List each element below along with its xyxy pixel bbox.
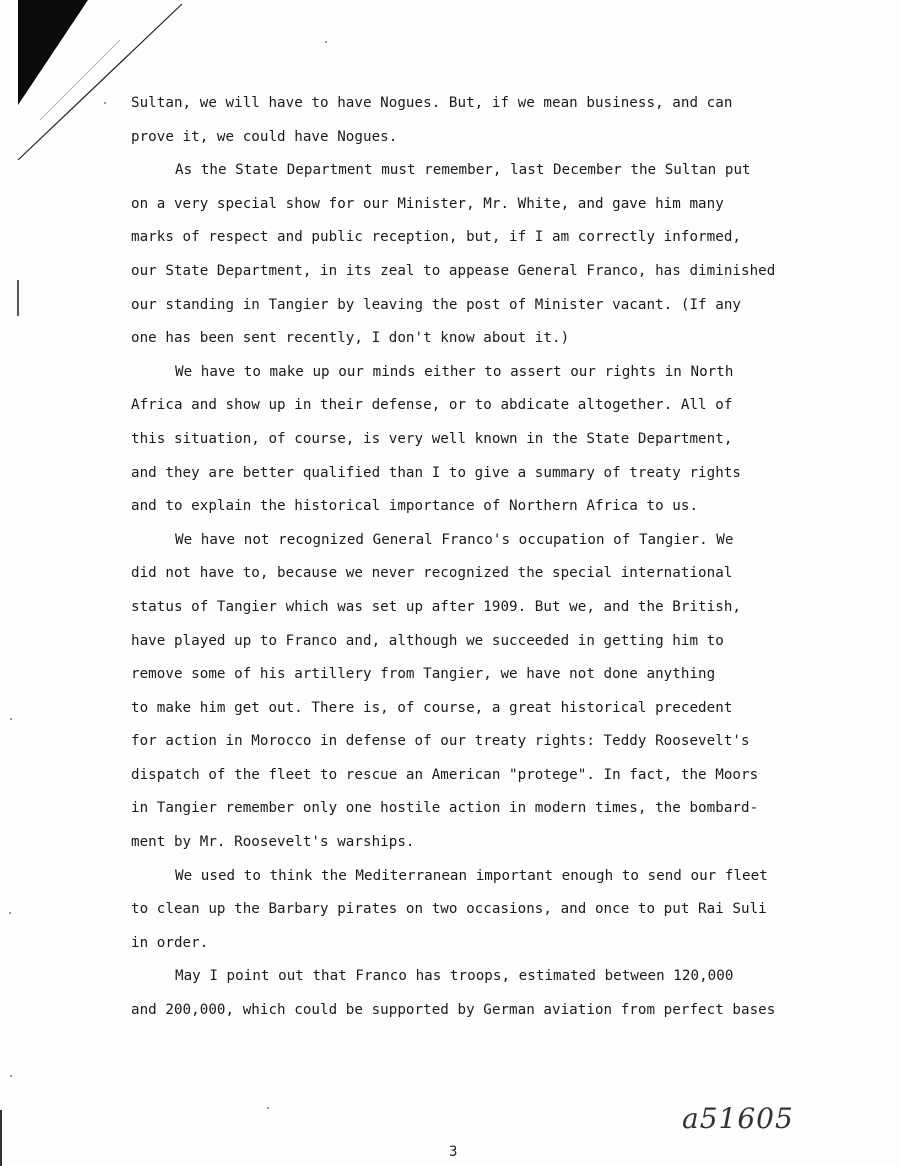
text-line: for action in Morocco in defense of our treaty rights: Teddy Roosevelt's xyxy=(131,733,750,750)
text-line: status of Tangier which was set up after 1909. But we, and the British, xyxy=(131,598,742,615)
text-line: in order. xyxy=(131,934,209,951)
text-line: We used to think the Mediterranean important enough to send our fleet xyxy=(175,867,768,884)
text-line: and they are better qualified than I to give a summary of treaty rights xyxy=(131,464,742,481)
text-line: and to explain the historical importance of Northern Africa to us. xyxy=(131,498,699,515)
text-line: to clean up the Barbary pirates on two occasions, and once to put Rai Suli xyxy=(131,901,767,918)
text-line: dispatch of the fleet to rescue an American "protege". In fact, the Moors xyxy=(131,766,759,783)
text-line: prove it, we could have Nogues. xyxy=(131,128,398,145)
text-line: to make him get out. There is, of course, a great historical precedent xyxy=(131,699,733,716)
text-line: As the State Department must remember, last December the Sultan put xyxy=(175,162,751,179)
text-line: one has been sent recently, I don't know about it.) xyxy=(131,330,570,347)
handwritten-archive-number: a51605 xyxy=(682,1102,794,1135)
text-line: and 200,000, which could be supported by German aviation from perfect bases xyxy=(131,1002,776,1019)
text-line: have played up to Franco and, although we succeeded in getting him to xyxy=(131,632,724,649)
margin-speck xyxy=(267,1107,269,1109)
text-line: May I point out that Franco has troops, estimated between 120,000 xyxy=(175,968,734,985)
text-line: our standing in Tangier by leaving the post of Minister vacant. (If any xyxy=(131,296,742,313)
text-line: our State Department, in its zeal to appease General Franco, has diminished xyxy=(131,262,776,279)
text-line: Africa and show up in their defense, or to abdicate altogether. All of xyxy=(131,397,733,414)
text-line: We have not recognized General Franco's occupation of Tangier. We xyxy=(175,531,734,548)
margin-speck xyxy=(9,912,11,914)
text-line: ment by Mr. Roosevelt's warships. xyxy=(131,834,415,851)
text-line: on a very special show for our Minister, Mr. White, and gave him many xyxy=(131,195,724,212)
text-line: did not have to, because we never recognized the special international xyxy=(131,565,733,582)
text-line: Sultan, we will have to have Nogues. But, if we mean business, and can xyxy=(131,95,733,111)
margin-mark xyxy=(17,280,19,316)
text-line: in Tangier remember only one hostile action in modern times, the bombard- xyxy=(131,800,759,817)
margin-speck xyxy=(10,1075,12,1077)
text-line: marks of respect and public reception, but, if I am correctly informed, xyxy=(131,229,742,246)
text-line: remove some of his artillery from Tangier, we have not done anything xyxy=(131,666,716,683)
text-line: We have to make up our minds either to assert our rights in North xyxy=(175,363,734,380)
page-number: 3 xyxy=(449,1144,458,1160)
margin-speck xyxy=(104,102,106,104)
text-line: this situation, of course, is very well known in the State Department, xyxy=(131,430,733,447)
margin-speck xyxy=(325,41,327,43)
margin-speck xyxy=(10,718,12,720)
margin-mark xyxy=(0,1110,2,1166)
letter-body xyxy=(131,90,831,1031)
